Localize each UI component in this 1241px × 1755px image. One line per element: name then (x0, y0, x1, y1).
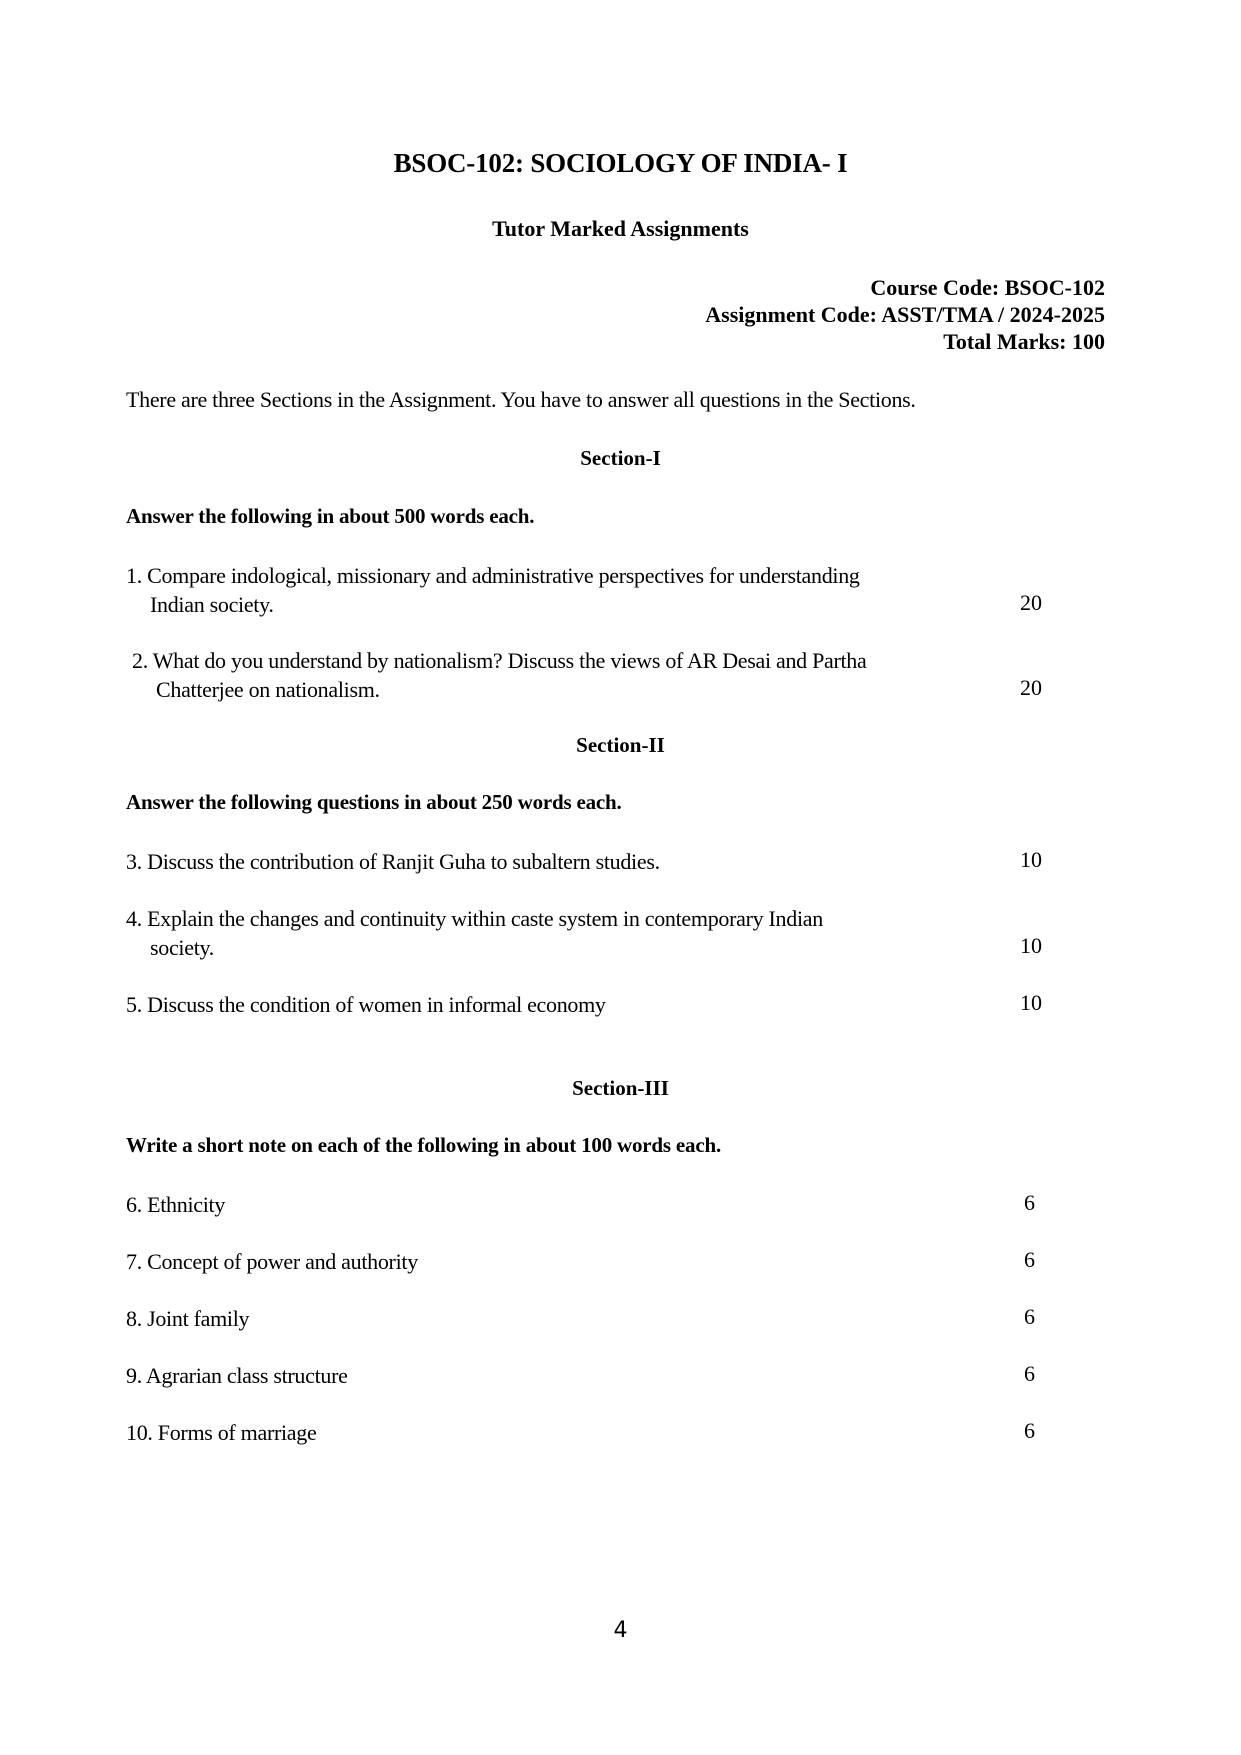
question-item (126, 561, 860, 619)
question-marks: 6 (1024, 1190, 1035, 1215)
question-marks: 20 (1020, 675, 1042, 700)
section-instruction: Answer the following questions in about 250 words each. (126, 790, 622, 814)
question-marks: 6 (1024, 1361, 1035, 1386)
question-text: 10. Forms of marriage (126, 1420, 317, 1445)
question-item (132, 646, 866, 704)
question-marks: 20 (1020, 590, 1042, 615)
question-text-continued: Chatterjee on nationalism. (156, 677, 380, 702)
section-instruction: Answer the following in about 500 words each. (126, 504, 535, 528)
section-instruction: Write a short note on each of the following in about 100 words each. (126, 1133, 722, 1157)
total-marks: Total Marks: 100 (943, 329, 1105, 354)
intro-text: There are three Sections in the Assignment. You have to answer all questions in the Sections. (126, 387, 916, 412)
document-title: BSOC-102: SOCIOLOGY OF INDIA- I (393, 148, 848, 178)
question-text: 5. Discuss the condition of women in informal economy (126, 992, 606, 1017)
question-text: 2. What do you understand by nationalism? Discuss the views of AR Desai and Partha (132, 648, 867, 673)
question-item (126, 1247, 418, 1276)
question-item (126, 904, 823, 962)
question-item (126, 1361, 348, 1390)
question-text: 1. Compare indological, missionary and administrative perspectives for understanding (126, 563, 860, 588)
question-text-continued: Indian society. (150, 592, 274, 617)
question-text: 6. Ethnicity (126, 1192, 226, 1217)
question-text: 7. Concept of power and authority (126, 1249, 418, 1274)
course-code: Course Code: BSOC-102 (870, 275, 1105, 300)
section-heading: Section-II (576, 733, 665, 757)
question-item (126, 990, 606, 1019)
document-subtitle: Tutor Marked Assignments (492, 216, 749, 241)
question-item (126, 1418, 316, 1447)
page-number: 4 (613, 1618, 628, 1643)
question-marks: 10 (1020, 933, 1042, 958)
question-item (126, 1190, 225, 1219)
question-text: 9. Agrarian class structure (126, 1363, 348, 1388)
section-heading: Section-I (580, 446, 661, 470)
question-marks: 6 (1024, 1418, 1035, 1443)
question-item (126, 847, 660, 876)
question-text: 4. Explain the changes and continuity within caste system in contemporary Indian (126, 906, 823, 931)
question-marks: 6 (1024, 1304, 1035, 1329)
question-item (126, 1304, 249, 1333)
assignment-code: Assignment Code: ASST/TMA / 2024-2025 (705, 302, 1105, 327)
question-marks: 10 (1020, 847, 1042, 872)
question-marks: 6 (1024, 1247, 1035, 1272)
question-marks: 10 (1020, 990, 1042, 1015)
section-heading: Section-III (572, 1076, 669, 1100)
question-text: 8. Joint family (126, 1306, 250, 1331)
question-text: 3. Discuss the contribution of Ranjit Guha to subaltern studies. (126, 849, 660, 874)
question-text-continued: society. (150, 935, 214, 960)
